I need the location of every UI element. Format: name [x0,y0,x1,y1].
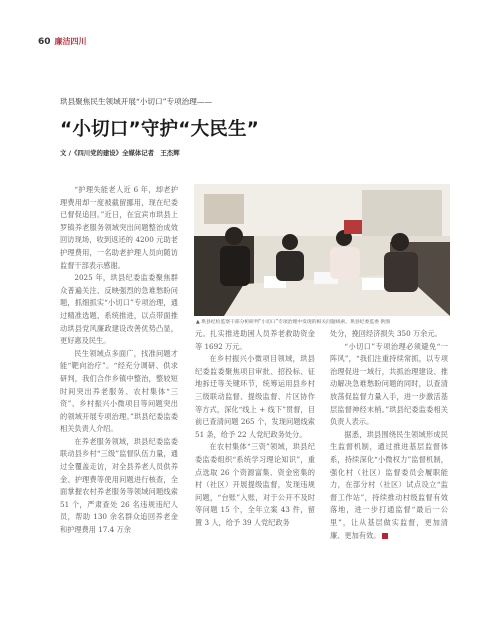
article-byline: 文 /《四川党的建设》全媒体记者 王杰辉 [60,149,180,157]
body-column-1 [60,184,178,537]
paragraph: 2025 年，珙县纪委监委聚焦群众普遍关注、反映强烈的急难愁盼问题，抓细抓实“小切口”专项治理，通过精准选题、系统推进，以点带面推动珙县党风廉政建设改善优势凸显，更好惠及民生。 [60,273,178,346]
magazine-name: 廉洁四川 [54,37,87,46]
paragraph: 据悉，珙县围绕民生领域形成民生监督机制，通过推进基层监督体系，持续深化“小微权力”监督机制，强化村（社区）监督委员会履职能力，在部分村（社区）试点设立“监督工作站”，持续推动村级监督有效落地，进一步打通监督“最后一公里”，让从基层做实监督，更加清廉、更加有效。 [330,429,448,540]
paragraph: 民生领域点多面广，找准问题才能“靶向治疗”。“经充分调研、供求研判，我们合作乡镇中整治，整较短时间突出养老服务、农村集体“三资”、乡村振兴小微项目等问题突出的领域开展专项治理。”珙县纪委监委相关负责人介绍。 [60,348,178,434]
body-column-3 [330,328,448,542]
meeting-photo-illustration [194,184,450,316]
body-column-2 [195,328,315,530]
photo-caption: ▲ 珙县纪检监察干部分析研判“小切口”专项治理中发现的相关问题线索。珙县纪委监委 供图 [196,320,390,325]
paragraph: “护理失能老人近 6 年，却老护理费用却一度被截留挪用，现在纪委已督促追回。”近日，在宜宾市珙县上罗镇养老服务领域突出问题整治成效回访现场，收到返还的 4200 元助老护理费用，一名助老护理人员向随访监督干部表示感谢。 [60,185,178,270]
article-title: “小切口”守护“大民生” [60,119,260,140]
article-kicker: 珙县聚焦民生领域开展“小切口”专项治理—— [60,97,213,106]
paragraph: 在农村集体“三资”领域，珙县纪委监委组织“系统学习理论知识”，重点选取 26 个资源富集、资金密集的村（社区）开展提级监督，发现违规问题，“台账”入账，对于公开不及时等问题 15 个，全年立案 43 件，留置 3 人，给予 39 人党纪政务 [195,442,315,527]
paragraph: 在乡村振兴小微项目领域，珙县纪委监委聚焦项目审批、招投标、征地拆迁等关键环节，统筹运用县乡村三级联动监督、提级监督、片区协作等方式，深化“线上 + 线下”贯督，目前已查清问题 265 个，发现问题线索 51 条，给予 22 人党纪政务处分。 [195,354,315,439]
article-photo [194,184,450,316]
paragraph: 处分，挽回经济损失 350 万余元。 [330,329,442,338]
page-header [38,36,87,47]
page-number: 60 [38,36,51,47]
paragraph: “小切口”专项治理必须避免“一阵风”，“我们注重持续常抓，以专项治理促进一域行，共抓治理建设、推动解决急难愁盼问题的同时，以查清放荡促监督力量入手，进一步激活基层监督神经末梢。”珙县纪委监委相关负责人表示。 [330,341,448,427]
paragraph: 在养老服务领域，珙县纪委监委联动县乡村“三级”监督队伍力量，通过全覆盖走访，对全县养老人员供养金、护理费等使用问题进行核查，全面掌握农村养老服务等领域问题线索 51 个，严肃查处 26 名违规违纪人员，帮助 130 余名群众追回养老金和护理费用 17.4 万余 [60,436,178,535]
end-mark-icon [382,533,388,539]
paragraph: 元。扎实推进助困人员养老救助资金等 1692 万元。 [195,329,315,351]
